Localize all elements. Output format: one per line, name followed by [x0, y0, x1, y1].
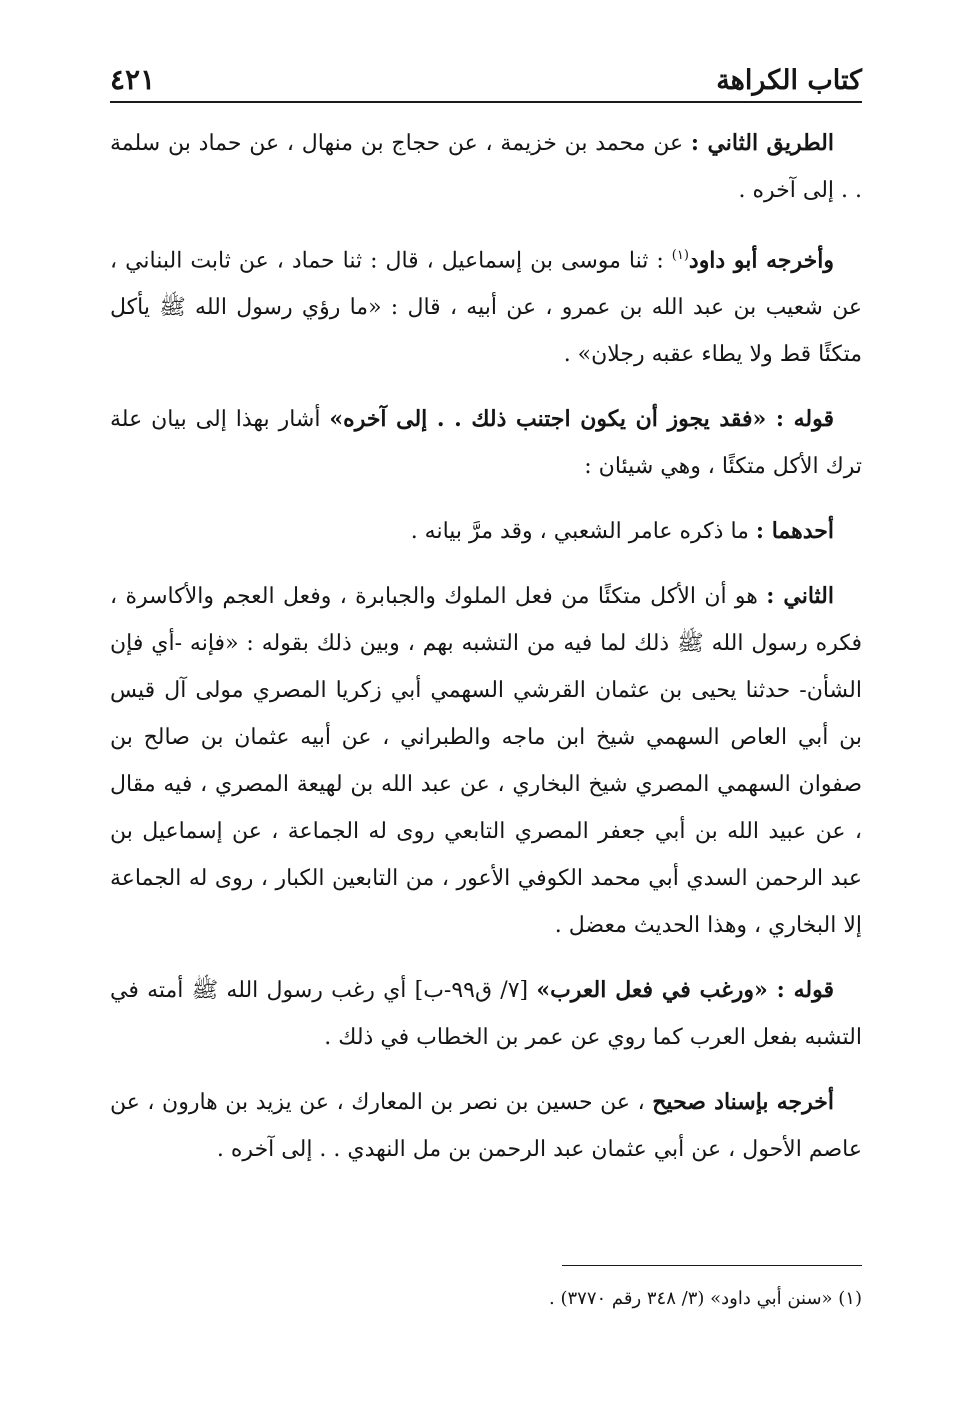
paragraph-2: [110, 232, 862, 378]
paragraph-3-lead: قوله : «فقد يجوز أن يكون اجتنب ذلك . . إلى آخره»: [329, 406, 834, 433]
paragraph-4-lead: أحدهما :: [755, 518, 834, 545]
page-header: [110, 52, 862, 96]
footnote-divider: [562, 1265, 862, 1266]
main-text: [110, 120, 862, 1191]
paragraph-6-lead: قوله : «ورغب في فعل العرب»: [536, 977, 834, 1004]
paragraph-6: [110, 967, 862, 1061]
book-title: كتاب الكراهة: [716, 65, 862, 96]
paragraph-1: [110, 120, 862, 214]
paragraph-3: [110, 396, 862, 490]
footnote-marker[interactable]: (١): [671, 248, 689, 263]
header-divider: [110, 101, 862, 103]
paragraph-4: [110, 508, 862, 555]
paragraph-2-lead: وأخرجه أبو داود: [688, 247, 834, 274]
paragraph-5-lead: الثاني :: [766, 583, 834, 610]
paragraph-7: [110, 1079, 862, 1173]
paragraph-2-text: : ثنا موسى بن إسماعيل ، قال : ثنا حماد ، عن ثابت البناني ، عن شعيب بن عبد الله بن عمرو ، عن أبيه ، قال : «ما رؤي رسول الله ﷺ يأكل متكئًا قط ولا يطاء عقبه رجلان» .: [110, 248, 862, 368]
paragraph-4-text: ما ذكره عامر الشعبي ، وقد مرَّ بيانه .: [410, 519, 756, 545]
paragraph-7-lead: أخرجه بإسناد صحيح: [652, 1089, 835, 1116]
footnote: (١) «سنن أبي داود» (٣/ ٣٤٨ رقم ٣٧٧٠) .: [549, 1288, 862, 1309]
paragraph-1-lead: الطريق الثاني :: [690, 130, 834, 156]
page-number: ٤٢١: [110, 63, 156, 96]
paragraph-6-text: [٧/ ق٩٩-ب] أي رغب رسول الله ﷺ أمته في التشبه بفعل العرب كما روي عن عمر بن الخطاب في ذلك .: [110, 978, 862, 1051]
paragraph-5: [110, 573, 862, 949]
paragraph-1-text: عن محمد بن خزيمة ، عن حجاج بن منهال ، عن حماد بن سلمة . . إلى آخره .: [110, 131, 862, 203]
paragraph-5-text: هو أن الأكل متكئًا من فعل الملوك والجبابرة ، وفعل العجم والأكاسرة ، فكره رسول الله ﷺ ذلك لما فيه من التشبه بهم ، وبين ذلك بقوله : «فإنه -أي فإن الشأن- حدثنا يحيى بن عثمان القرشي السهمي أبي زكريا المصري مولى آل قيس بن أبي العاص السهمي شيخ ابن ماجه والطبراني ، عن أبيه عثمان بن صالح بن صفوان السهمي المصري شيخ البخاري ، عن عبد الله بن لهيعة المصري ، فيه مقال ، عن عبيد الله بن أبي جعفر المصري التابعي روى له الجماعة ، عن إسماعيل بن عبد الرحمن السدي أبي محمد الكوفي الأعور ، من التابعين الكبار ، روى له الجماعة إلا البخاري ، وهذا الحديث معضل .: [110, 584, 862, 939]
paragraph-3-text: أشار بهذا إلى بيان علة ترك الأكل متكئًا ، وهي شيئان :: [110, 407, 862, 480]
paragraph-7-text: ، عن حسين بن نصر بن المعارك ، عن يزيد بن هارون ، عن عاصم الأحول ، عن أبي عثمان عبد الرحمن بن مل النهدي . . إلى آخره .: [110, 1090, 862, 1163]
